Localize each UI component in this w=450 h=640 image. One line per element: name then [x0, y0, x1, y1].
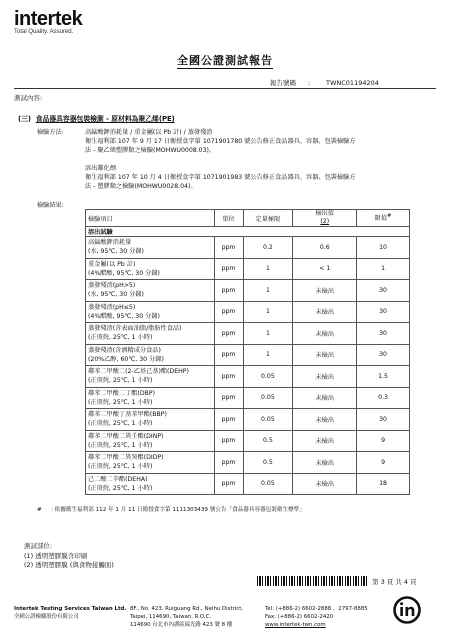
- report-number: 報告號碼 : TWNC01194204: [270, 79, 379, 87]
- row-item-condition: (4%醋酸, 95℃, 30 分鐘): [88, 269, 160, 277]
- table-header: [86, 210, 410, 227]
- row-item-name: 鄰苯二甲酸二異壬酯(DINP): [88, 432, 164, 440]
- row-loq: 1: [243, 344, 293, 366]
- table-row: [86, 366, 410, 388]
- row-item-name: 鄰苯二甲酸丁基苯甲酯(BBP): [88, 411, 167, 419]
- row-item-condition: (正庚烷, 25℃, 1 小時): [88, 377, 153, 385]
- row-result: 未檢出: [293, 344, 357, 366]
- table-row: [86, 387, 410, 409]
- row-item: [86, 323, 215, 345]
- method-line: 衛生福利部 107 年 10 月 4 日衛授食字第 1071901983 號公告修正食品器具、容器、包裝檢驗方: [85, 174, 356, 181]
- header-limit: 限值#: [357, 210, 410, 227]
- table-row: [86, 344, 410, 366]
- table-row: [86, 323, 410, 345]
- row-unit: ppm: [214, 452, 243, 474]
- header-result: 檢出值 (2): [293, 210, 357, 227]
- row-limit: 1: [357, 258, 410, 280]
- report-title: 全國公證測試報告: [177, 54, 273, 67]
- method-label: 檢驗方法:: [37, 129, 64, 136]
- row-result: 未檢出: [293, 430, 357, 452]
- result-label: 檢驗結果:: [37, 202, 64, 209]
- row-unit: ppm: [214, 344, 243, 366]
- method-line: 衛生福利部 107 年 9 月 17 日衛授食字第 1071901780 號公告修正食品器具、容器、包裝檢驗方: [85, 138, 356, 145]
- row-loq: 0.05: [243, 473, 293, 495]
- row-result: 未檢出: [293, 366, 357, 388]
- test-content-label: 測試內容:: [14, 94, 43, 102]
- row-item-name: 蒸發殘渣(含酒精成分食品): [88, 346, 161, 354]
- row-item-condition: (水, 95℃, 30 分鐘): [88, 291, 144, 299]
- table-row: [86, 280, 410, 302]
- row-item-condition: (正庚烷, 25℃, 1 小時): [88, 484, 153, 492]
- section-heading: (三) 食品器具容器包裝檢測 - 原材料為聚乙烯(PE): [18, 115, 175, 123]
- header-loq: 定量極限: [243, 210, 293, 227]
- method-line: 法 - 塑膠類之檢驗(MOHWU0028.04)。: [85, 183, 197, 190]
- sample-item-1: (1) 透明塑膠膜含印刷: [24, 551, 88, 560]
- row-item: [86, 344, 215, 366]
- row-loq: 1: [243, 323, 293, 345]
- intertek-logo: [14, 8, 82, 35]
- row-item: [86, 258, 215, 280]
- section-row-label: 溶出試驗: [86, 227, 410, 237]
- barcode: [257, 576, 367, 586]
- row-unit: ppm: [214, 280, 243, 302]
- row-result: 未檢出: [293, 323, 357, 345]
- footer-company: Intertek Testing Services Taiwan Ltd. 全國公證檢驗股份有限公司: [14, 606, 127, 620]
- row-unit: ppm: [214, 387, 243, 409]
- section-row: [86, 227, 410, 237]
- table-row: [86, 452, 410, 474]
- row-loq: 0.05: [243, 387, 293, 409]
- row-unit: ppm: [214, 323, 243, 345]
- row-limit: 1.5: [357, 366, 410, 388]
- row-loq: 0.5: [243, 430, 293, 452]
- row-item: [86, 473, 215, 495]
- row-unit: ppm: [214, 473, 243, 495]
- row-item-name: 鄰苯二甲酸二(2-乙基己基)酯(DEHP): [88, 368, 189, 376]
- row-item-name: 鄰苯二甲酸二丁酯(DBP): [88, 389, 156, 397]
- row-unit: ppm: [214, 237, 243, 259]
- row-item: [86, 237, 215, 259]
- row-result: 0.6: [293, 237, 357, 259]
- row-result: 未檢出: [293, 409, 357, 431]
- row-item-condition: (正庚烷, 25℃, 1 小時): [88, 420, 153, 428]
- row-item: [86, 280, 215, 302]
- method-text: [85, 128, 415, 191]
- row-item: [86, 409, 215, 431]
- method-line: [85, 155, 415, 164]
- row-unit: ppm: [214, 366, 243, 388]
- row-limit: 30: [357, 323, 410, 345]
- row-item-name: 蒸發殘渣(pH≤5): [88, 303, 136, 311]
- brand-tagline: Total Quality. Assured.: [14, 29, 74, 35]
- row-limit: 0.3: [357, 387, 410, 409]
- intertek-circle-logo-icon: [392, 595, 422, 625]
- table-row: [86, 430, 410, 452]
- row-item-condition: (20%乙醇, 60℃, 30 分鐘): [88, 355, 164, 363]
- row-result: 未檢出: [293, 473, 357, 495]
- row-unit: ppm: [214, 258, 243, 280]
- sample-label: 測試部位:: [24, 542, 53, 550]
- row-item-name: 蒸發殘渣(含表面油脂/脂肪性食品): [88, 325, 182, 333]
- results-table: [85, 209, 410, 495]
- row-limit: 9: [357, 452, 410, 474]
- sample-notes: [24, 542, 114, 571]
- table-row: [86, 237, 410, 259]
- method-line: 法 - 聚乙烯塑膠類之檢驗(MOHWU0008.03)。: [85, 147, 216, 154]
- row-item-name: 重金屬(以 Pb 計): [88, 260, 136, 268]
- row-limit: 10: [357, 237, 410, 259]
- row-unit: ppm: [214, 301, 243, 323]
- footer-contact: Tel: (+886-2) 6602-2888 、2797-8885 Fax: (+886-2) 6602-2420 www.intertek-twn.com: [265, 606, 368, 628]
- method-line: 高錳酸鉀消耗量 / 重金屬(以 Pb 計) / 蒸發殘渣: [85, 129, 213, 136]
- footnote: # : 依據衛生福利部 112 年 1 月 11 日衛授食字第 1111303439 號公告「食品器具容器包裝衛生標準」: [37, 507, 305, 513]
- table-row: [86, 301, 410, 323]
- row-loq: 1: [243, 258, 293, 280]
- row-item: [86, 430, 215, 452]
- row-item-name: 蒸發殘渣(pH>5): [88, 282, 136, 290]
- row-item-name: 鄰苯二甲酸二異癸酯(DIDP): [88, 454, 164, 462]
- header-divider: [14, 88, 436, 89]
- row-result: 未檢出: [293, 452, 357, 474]
- row-loq: 0.05: [243, 409, 293, 431]
- row-item-name: 己二酸二辛酯(DEHA): [88, 475, 148, 483]
- row-item: [86, 366, 215, 388]
- method-line: 溶出鄰化劑: [85, 165, 116, 172]
- row-unit: ppm: [214, 430, 243, 452]
- row-loq: 1: [243, 301, 293, 323]
- row-item-condition: (4%醋酸, 95℃, 30 分鐘): [88, 312, 160, 320]
- header-item: 檢驗項目: [86, 210, 215, 227]
- brand-name: intertek: [14, 8, 83, 30]
- page-number: 第 3 頁 共 4 頁: [372, 578, 417, 586]
- row-item: [86, 387, 215, 409]
- row-item-condition: (正庚烷, 25℃, 1 小時): [88, 334, 153, 342]
- row-item-condition: (正庚烷, 25℃, 1 小時): [88, 398, 153, 406]
- row-item-condition: (正庚烷, 25℃, 1 小時): [88, 463, 153, 471]
- row-item: [86, 301, 215, 323]
- row-result: 未檢出: [293, 301, 357, 323]
- table-row: [86, 409, 410, 431]
- row-item: [86, 452, 215, 474]
- row-item-condition: (正庚烷, 25℃, 1 小時): [88, 441, 153, 449]
- row-loq: 0.05: [243, 366, 293, 388]
- row-unit: ppm: [214, 409, 243, 431]
- row-limit: 30: [357, 344, 410, 366]
- row-loq: 0.2: [243, 237, 293, 259]
- row-item-name: 高錳酸鉀消耗量: [88, 239, 132, 247]
- row-limit: 30: [357, 301, 410, 323]
- row-limit: 30: [357, 280, 410, 302]
- row-limit: 30: [357, 409, 410, 431]
- header-unit: 單位: [214, 210, 243, 227]
- table-row: [86, 473, 410, 495]
- row-result: < 1: [293, 258, 357, 280]
- row-loq: 1: [243, 280, 293, 302]
- table-row: [86, 258, 410, 280]
- row-result: 未檢出: [293, 387, 357, 409]
- row-loq: 0.5: [243, 452, 293, 474]
- row-item-condition: (水, 95℃, 30 分鐘): [88, 248, 144, 256]
- sample-item-2: (2) 透明塑膠膜 (與食物接觸面): [24, 561, 114, 569]
- row-limit: 18: [357, 473, 410, 495]
- row-result: 未檢出: [293, 280, 357, 302]
- footer-address: 8F., No. 423, Ruiguang Rd., Neihu District, Taipei, 114690, Taiwan, R.O.C. 114690 台北市內湖區瑞光路 423 號 8 樓: [130, 606, 244, 628]
- row-limit: 9: [357, 430, 410, 452]
